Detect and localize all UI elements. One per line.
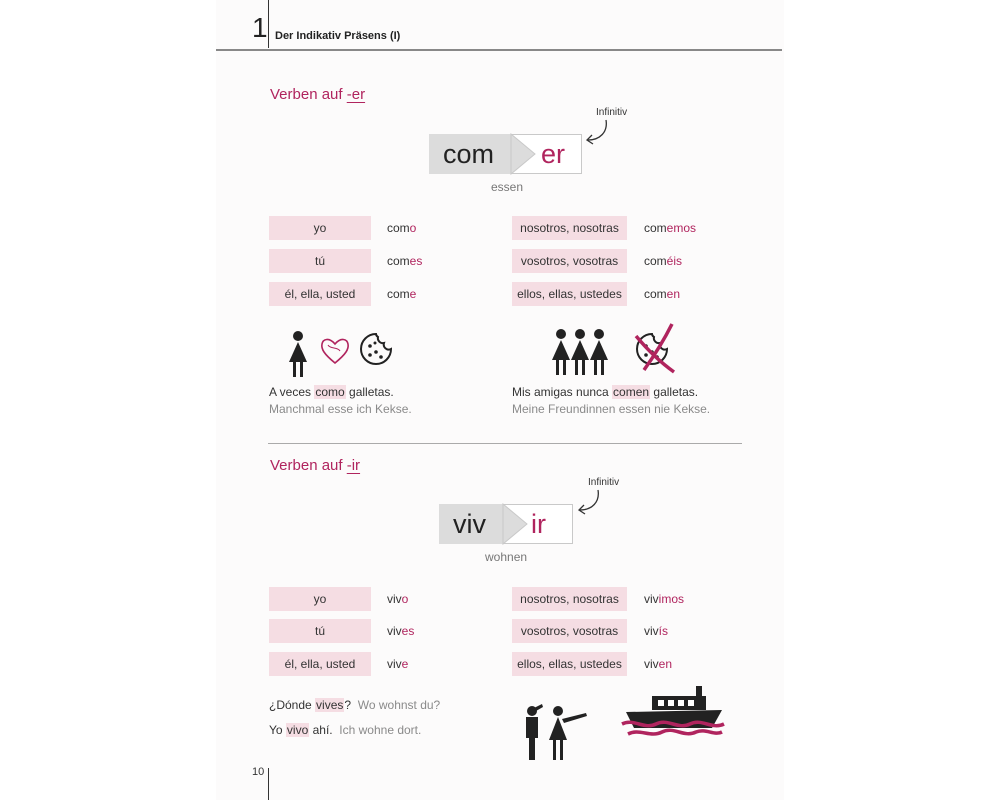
infinitive-label: Infinitiv — [596, 107, 628, 118]
section-title-prefix: Verben auf — [270, 86, 347, 103]
conjugation-cell: vivo — [387, 592, 409, 606]
crossed-cookie-icon — [632, 322, 678, 374]
section-title-ir — [270, 457, 360, 474]
conjugation-cell: comen — [644, 287, 681, 301]
woman-icon — [286, 330, 310, 378]
heart-icon — [320, 337, 350, 365]
header-rule — [216, 49, 782, 51]
section-title-er — [270, 86, 365, 103]
pronoun-cell: tú — [269, 619, 371, 643]
pronoun-cell: yo — [269, 587, 371, 611]
example-sentence: Mis amigas nunca comen galletas. — [512, 385, 699, 399]
page-background — [216, 0, 784, 800]
conjugation-cell: coméis — [644, 254, 683, 268]
people-pointing-icon — [520, 700, 590, 762]
example-sentence: A veces como galletas. — [269, 385, 394, 399]
pronoun-cell: él, ella, usted — [269, 282, 371, 306]
conjugation-cell: vives — [387, 624, 415, 638]
section-title-ending: -ir — [346, 457, 361, 474]
verb-stem: viv — [453, 508, 486, 539]
pronoun-cell: vosotros, vosotras — [512, 249, 627, 273]
conjugation-cell: comemos — [644, 221, 697, 235]
section-title-ending: -er — [346, 86, 366, 103]
infinitive-label: Infinitiv — [588, 477, 620, 488]
pronoun-cell: vosotros, vosotras — [512, 619, 627, 643]
boat-icon — [622, 684, 726, 740]
verb-gloss: wohnen — [485, 550, 528, 564]
verb-ending: er — [541, 139, 566, 169]
pronoun-cell: él, ella, usted — [269, 652, 371, 676]
section-divider — [268, 443, 742, 444]
pronoun-cell: nosotros, nosotras — [512, 587, 627, 611]
example-translation: Manchmal esse ich Kekse. — [269, 402, 412, 416]
page-number: 10 — [252, 766, 265, 778]
conjugation-cell: vivís — [644, 624, 669, 638]
conjugation-cell: come — [387, 287, 417, 301]
footer-divider — [268, 768, 269, 800]
pronoun-cell: tú — [269, 249, 371, 273]
pronoun-cell: ellos, ellas, ustedes — [512, 652, 627, 676]
pronoun-cell: nosotros, nosotras — [512, 216, 627, 240]
chapter-number: 1 — [252, 12, 268, 43]
conjugation-cell: vivimos — [644, 592, 685, 606]
conjugation-cell: viven — [644, 657, 673, 671]
curved-arrow-icon — [582, 118, 612, 148]
cookie-icon — [359, 332, 393, 366]
conjugation-cell: como — [387, 221, 417, 235]
curved-arrow-icon — [574, 488, 604, 518]
example-sentence: Yo vivo ahí. Ich wohne dort. — [269, 723, 422, 737]
header-divider — [268, 0, 269, 48]
section-title-prefix: Verben auf — [270, 457, 347, 474]
conjugation-cell: comes — [387, 254, 423, 268]
three-women-icon — [550, 328, 610, 376]
conjugation-cell: vive — [387, 657, 409, 671]
example-sentence: ¿Dónde vives? Wo wohnst du? — [269, 698, 441, 712]
chapter-title: Der Indikativ Präsens (I) — [275, 30, 401, 42]
pronoun-cell: yo — [269, 216, 371, 240]
pronoun-cell: ellos, ellas, ustedes — [512, 282, 627, 306]
verb-gloss: essen — [491, 180, 524, 194]
verb-stem: com — [443, 138, 495, 169]
verb-ending: ir — [531, 509, 546, 539]
example-translation: Meine Freundinnen essen nie Kekse. — [512, 402, 711, 416]
